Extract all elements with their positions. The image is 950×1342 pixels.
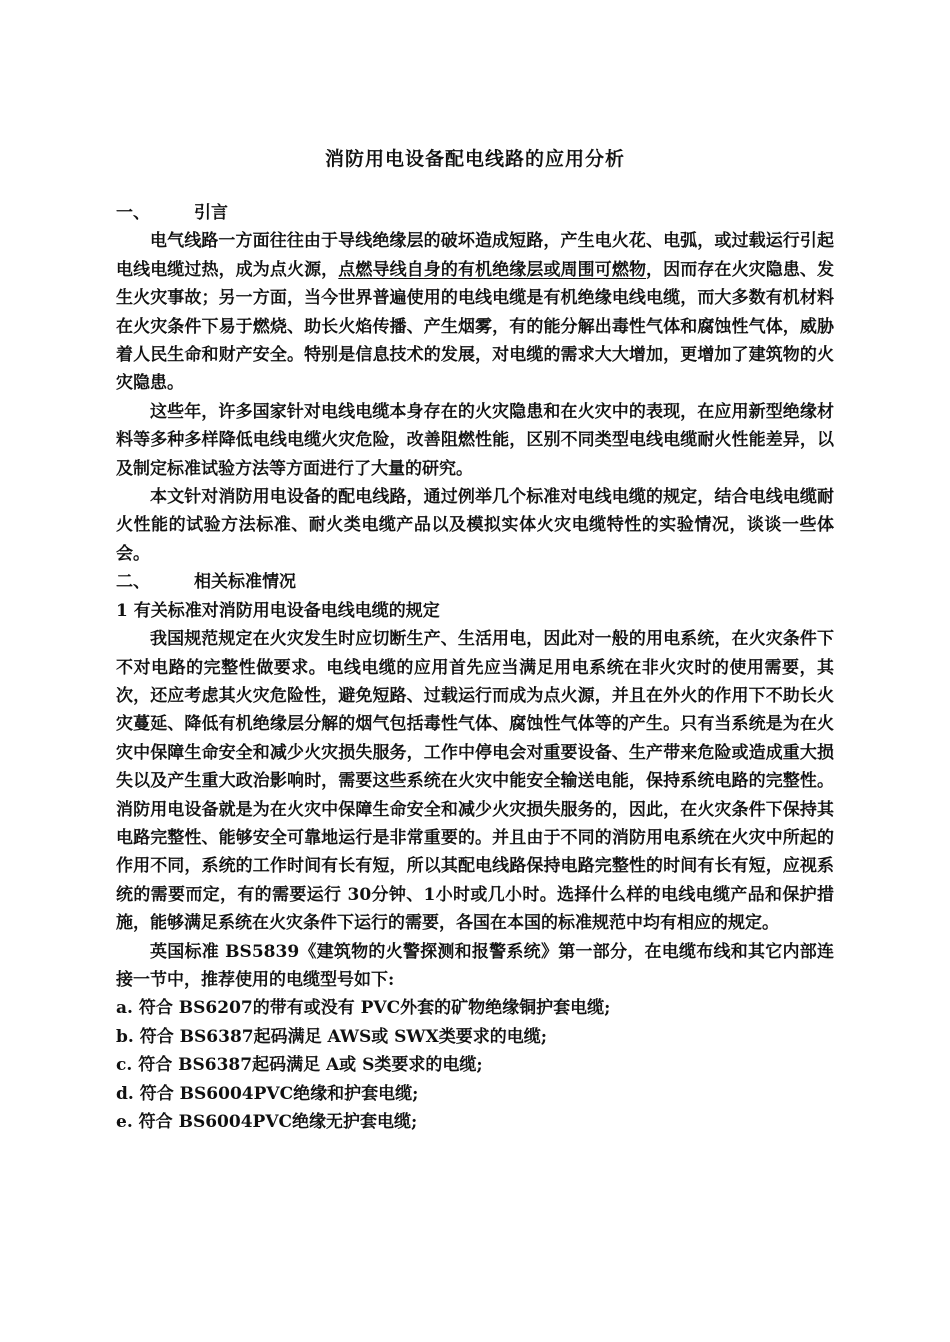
standards-paragraph-2: 英国标准 BS5839《建筑物的火警探测和报警系统》第一部分，在电缆布线和其它内部连接一节中，推荐使用的电缆型号如下:	[116, 941, 834, 990]
section-heading-standards	[116, 568, 834, 596]
section-label: 引言	[194, 203, 228, 223]
paragraph-text: 电气线路一方面往往由于导线绝缘层的破坏造成短路，产生电火花、电弧，或过载运行引起电线电缆过热，成为点火源，	[116, 231, 834, 280]
list-item: d. 符合 BS6004PVC绝缘和护套电缆;	[116, 1083, 419, 1104]
list-item: b. 符合 BS6387起码满足 AWS或 SWX类要求的电缆;	[116, 1026, 547, 1047]
list-item: e. 符合 BS6004PVC绝缘无护套电缆;	[116, 1112, 418, 1132]
subsection-heading: 1 有关标准对消防用电设备电线电缆的规定	[116, 600, 440, 621]
paragraph-text: ，因而存在火灾隐患、发生火灾事故；另一方面，当今世界普遍使用的电线电缆是有机绝缘电线电缆，而大多数有机材料在火灾条件下易于燃烧、助长火焰传播、产生烟雾，有的能分解出毒性气体和腐蚀性气体，威胁着人民生命和财产安全。特别是信息技术的发展，对电缆的需求大大增加，更增加了建筑物的火灾隐患。	[116, 259, 835, 394]
section-number: 一、	[116, 203, 150, 223]
document-title: 消防用电设备配电线路的应用分析	[324, 148, 625, 170]
section-heading-intro	[116, 199, 834, 227]
standards-paragraph-1: 我国规范规定在火灾发生时应切断生产、生活用电，因此对一般的用电系统，在火灾条件下不对电路的完整性做要求。电线电缆的应用首先应当满足用电系统在非火灾时的使用需要，其次，还应考虑其火灾危险性，避免短路、过载运行而成为点火源，并且在外火的作用下不助长火灾蔓延、降低有机绝缘层分解的烟气包括毒性气体、腐蚀性气体等的产生。只有当系统是为在火灾中保障生命安全和减少火灾损失服务，工作中停电会对重要设备、生产带来危险或造成重大损失以及产生重大政治影响时，需要这些系统在火灾中能安全输送电能，保持系统电路的完整性。消防用电设备就是为在火灾中保障生命安全和减少火灾损失服务的，因此，在火灾条件下保持其电路完整性、能够安全可靠地运行是非常重要的。并且由于不同的消防用电系统在火灾中所起的作用不同，系统的工作时间有长有短，所以其配电线路保持电路完整性的时间有长有短，应视系统的需要而定，有的需要运行 30分钟、1小时或几小时。选择什么样的电线电缆产品和保护措施，能够满足系统在火灾条件下运行的需要，各国在本国的标准规范中均有相应的规定。	[116, 629, 834, 934]
list-item: c. 符合 BS6387起码满足 A或 S类要求的电缆;	[116, 1055, 483, 1076]
list-item: a. 符合 BS6207的带有或没有 PVC外套的矿物绝缘铜护套电缆;	[116, 998, 611, 1019]
section-number: 二、	[116, 572, 150, 593]
intro-paragraph-3: 本文针对消防用电设备的配电线路，通过例举几个标准对电线电缆的规定，结合电线电缆耐火性能的试验方法标准、耐火类电缆产品以及模拟实体火灾电缆特性的实验情况，谈谈一些体会。	[116, 487, 834, 564]
intro-paragraph-1	[116, 227, 834, 397]
section-label: 相关标准情况	[194, 572, 296, 593]
underlined-phrase: 点燃导线自身的有机绝缘层或周围可燃物	[338, 259, 647, 280]
intro-paragraph-2: 这些年，许多国家针对电线电缆本身存在的火灾隐患和在火灾中的表现，在应用新型绝缘材料等多种多样降低电线电缆火灾危险，改善阻燃性能，区别不同类型电线电缆耐火性能差异，以及制定标准试验方法等方面进行了大量的研究。	[116, 401, 834, 479]
document-body	[116, 199, 834, 1136]
